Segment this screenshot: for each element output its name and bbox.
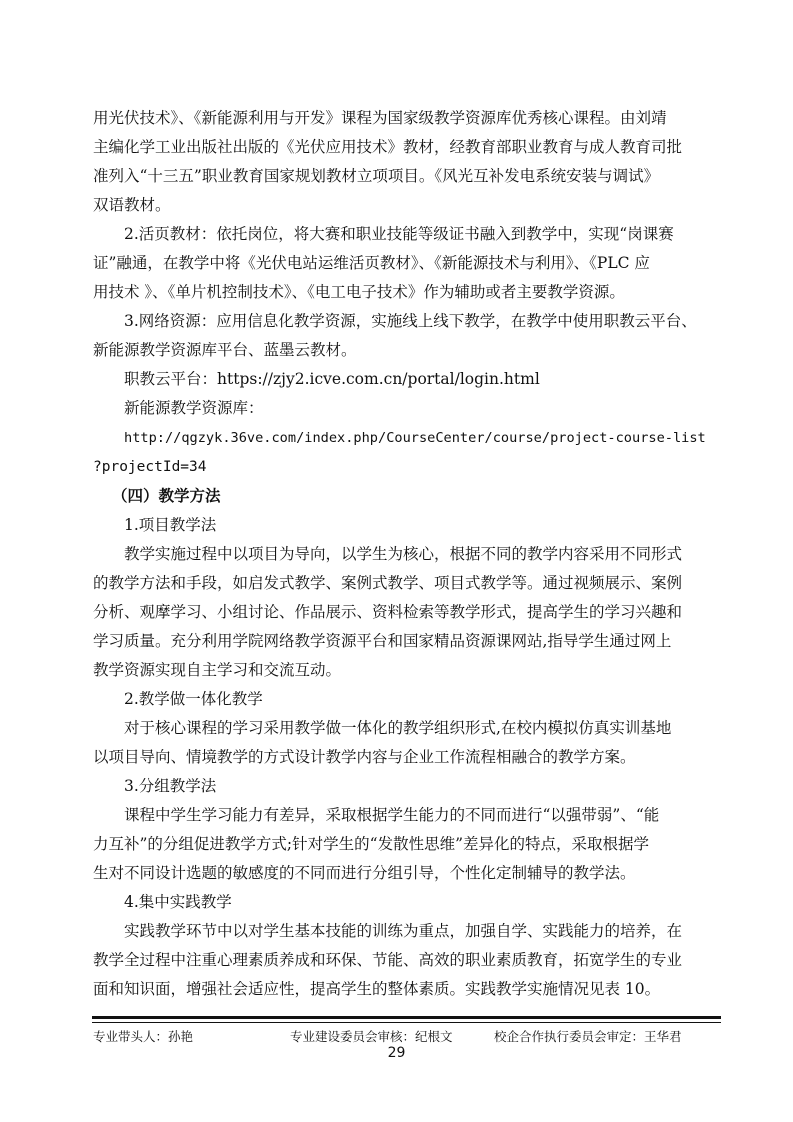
page-number: 29 <box>387 1045 406 1061</box>
body-line: 以项目导向、情境教学的方式设计教学内容与企业工作流程相融合的教学方案。 <box>93 748 636 766</box>
resource-url-line: http://qgzyk.36ve.com/index.php/CourseCenter/course/project-course-list <box>124 430 706 446</box>
body-line: 的教学方法和手段，如启发式教学、案例式教学、项目式教学等。通过视频展示、案例 <box>93 574 683 592</box>
body-line: 用光伏技术》、《新能源利用与开发》课程为国家级教学资源库优秀核心课程。由刘靖 <box>93 109 667 127</box>
body-line: 教学全过程中注重心理素质养成和环保、节能、高效的职业素质教育，拓宽学生的专业 <box>93 951 683 969</box>
body-line: 新能源教学资源库平台、蓝墨云教材。 <box>93 341 357 359</box>
footer-committee: 专业建设委员会审核：纪根文 <box>290 1029 453 1044</box>
body-line: 课程中学生学习能力有差异，采取根据学生能力的不同而进行“以强带弱”、“能 <box>124 806 660 824</box>
body-line: 学习质量。充分利用学院网络教学资源平台和国家精品资源课网站,指导学生通过网上 <box>93 632 672 650</box>
body-line: 准列入“十三五”职业教育国家规划教材立项项目。《风光互补发电系统安装与调试》 <box>93 167 660 185</box>
subheading: 2.教学做一体化教学 <box>124 690 263 708</box>
footer-rule-thin <box>92 1022 721 1023</box>
platform-url-line: 职教云平台：https://zjy2.icve.com.cn/portal/login.html <box>124 370 540 388</box>
body-line: 实践教学环节中以对学生基本技能的训练为重点，加强自学、实践能力的培养，在 <box>124 922 683 940</box>
body-line: 教学资源实现自主学习和交流互动。 <box>93 661 342 679</box>
body-line: 对于核心课程的学习采用教学做一体化的教学组织形式,在校内模拟仿真实训基地 <box>124 719 672 737</box>
body-line: 新能源教学资源库： <box>124 399 264 417</box>
subheading: 3.分组教学法 <box>124 777 217 795</box>
section-heading: （四）教学方法 <box>112 487 221 505</box>
body-line: 3.网络资源：应用信息化教学资源，实施线上线下教学，在教学中使用职教云平台、 <box>124 312 697 330</box>
footer-rule-thick <box>92 1016 721 1019</box>
body-line: 用技术 》、《单片机控制技术》、《电工电子技术》作为辅助或者主要教学资源。 <box>93 283 625 301</box>
body-line: 证”融通，在教学中将《光伏电站运维活页教材》、《新能源技术与利用》、《PLC 应 <box>93 254 650 272</box>
body-line: 力互补”的分组促进教学方式;针对学生的“发散性思维”差异化的特点，采取根据学 <box>93 835 649 853</box>
subheading: 1.项目教学法 <box>124 516 217 534</box>
body-line: 面和知识面，增强社会适应性，提高学生的整体素质。实践教学实施情况见表 10。 <box>93 980 661 998</box>
body-line: 分析、观摩学习、小组讨论、作品展示、资料检索等教学形式，提高学生的学习兴趣和 <box>93 603 683 621</box>
body-line: 教学实施过程中以项目为导向，以学生为核心，根据不同的教学内容采用不同形式 <box>124 545 683 563</box>
resource-url-line: ?projectId=34 <box>93 459 207 475</box>
body-line: 主编化学工业出版社出版的《光伏应用技术》教材，经教育部职业教育与成人教育司批 <box>93 138 683 156</box>
footer-leader: 专业带头人：孙艳 <box>93 1029 194 1044</box>
body-line: 双语教材。 <box>93 196 171 214</box>
footer-enterprise: 校企合作执行委员会审定：王华君 <box>494 1029 682 1044</box>
body-line: 2.活页教材：依托岗位，将大赛和职业技能等级证书融入到教学中，实现“岗课赛 <box>124 225 674 243</box>
subheading: 4.集中实践教学 <box>124 893 232 911</box>
body-line: 生对不同设计选题的敏感度的不同而进行分组引导，个性化定制辅导的教学法。 <box>93 864 636 882</box>
